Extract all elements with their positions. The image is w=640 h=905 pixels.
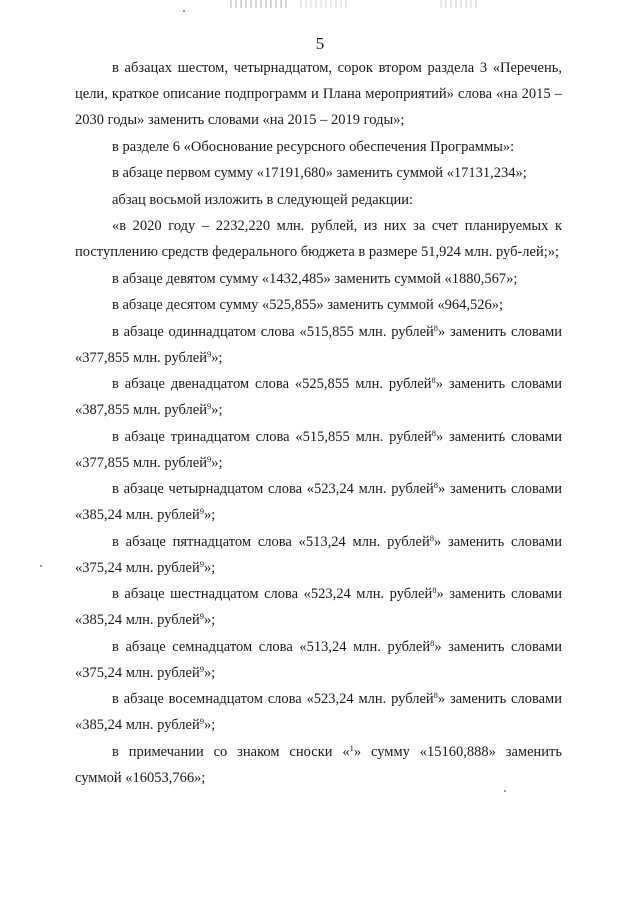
paragraph-text: »; — [211, 349, 223, 366]
paragraph — [75, 634, 562, 686]
paragraph-text: в абзаце пятнадцатом слова «513,24 млн. рублей — [112, 533, 430, 550]
paragraph — [75, 292, 562, 318]
paragraph — [75, 476, 562, 528]
paragraph — [75, 371, 562, 423]
footnote-mark: 8 — [429, 532, 434, 543]
footnote-mark: 8 — [433, 690, 438, 700]
document-body — [75, 55, 562, 791]
paragraph — [75, 213, 562, 265]
paragraph — [75, 686, 562, 738]
paragraph-text: в абзаце одиннадцатом слова «515,855 млн. рублей — [112, 323, 434, 340]
scan-artifact — [230, 0, 290, 8]
paragraph-text: в абзаце тринадцатом слова «515,855 млн. рублей — [112, 428, 432, 445]
paragraph-text: »; — [204, 664, 216, 681]
footnote-mark: 8 — [431, 427, 436, 438]
footnote-mark: 9 — [199, 663, 204, 674]
paragraph-text: » заменить словами «387,855 млн. рублей — [75, 376, 562, 418]
paragraph-text: в абзаце десятом сумму «525,855» заменить суммой «964,526»; — [112, 297, 504, 313]
paragraph-text: »; — [204, 612, 216, 628]
paragraph-text: »; — [204, 717, 216, 733]
paragraph — [75, 134, 562, 160]
paragraph-text: в примечании со знаком сноски « — [112, 743, 350, 760]
scan-speck — [183, 10, 185, 12]
paragraph-text: »; — [211, 454, 223, 471]
paragraph-text: »; — [204, 507, 216, 523]
footnote-mark: 9 — [199, 716, 204, 726]
footnote-mark: 8 — [433, 480, 439, 490]
footnote-mark: 1 — [349, 742, 354, 753]
footnote-mark: 9 — [207, 401, 212, 411]
scan-artifact — [300, 0, 350, 8]
paragraph-text: в разделе 6 «Обоснование ресурсного обеспечения Программы»: — [112, 138, 515, 155]
footnote-mark: 8 — [430, 637, 435, 648]
paragraph — [75, 160, 562, 186]
paragraph — [75, 424, 562, 476]
footnote-mark: 9 — [207, 348, 212, 359]
paragraph-text: в абзаце четырнадцатом слова «523,24 млн. рублей — [112, 481, 434, 497]
paragraph-text: » заменить словами «377,855 млн. рублей — [75, 323, 563, 366]
footnote-mark: 9 — [199, 506, 204, 516]
footnote-mark: 8 — [432, 585, 437, 595]
paragraph-text: абзац восьмой изложить в следующей редакции: — [112, 191, 414, 208]
paragraph — [75, 739, 562, 791]
paragraph-text: в абзаце девятом сумму «1432,485» заменить суммой «1880,567»; — [112, 270, 518, 287]
scan-speck — [40, 565, 42, 567]
paragraph-text: в абзаце шестнадцатом слова «523,24 млн. рублей — [112, 586, 433, 602]
page-number: 5 — [315, 34, 325, 53]
paragraph-text: в абзаце семнадцатом слова «513,24 млн. рублей — [112, 638, 431, 655]
paragraph-text: » сумму «15160,888» заменить суммой «16053,766»; — [75, 743, 562, 786]
footnote-mark: 9 — [207, 453, 212, 464]
paragraph-text: » заменить словами «385,24 млн. рублей — [75, 481, 562, 523]
paragraph — [75, 529, 562, 581]
paragraph-text: в абзацах шестом, четырнадцатом, сорок втором раздела 3 «Перечень, цели, краткое описание подпрограмм и Плана мероприятий» слова «на 2015 – 2030 годы» заменить словами «на 2015 – 2019 годы»; — [75, 60, 562, 128]
paragraph-text: «в 2020 году – 2232,220 млн. рублей, из них за счет планируемых к поступлению средств федерального бюджета в размере 51,924 млн. руб-лей;»; — [75, 218, 562, 260]
paragraph-text: »; — [211, 402, 223, 418]
paragraph — [75, 581, 562, 633]
paragraph-text: » заменить словами «385,24 млн. рублей — [75, 691, 562, 733]
paragraph — [75, 266, 562, 292]
paragraph-text: в абзаце двенадцатом слова «525,855 млн. рублей — [112, 376, 432, 392]
paragraph-text: в абзаце первом сумму «17191,680» заменить суммой «17131,234»; — [112, 165, 527, 181]
paragraph-text: » заменить словами «375,24 млн. рублей — [75, 533, 562, 576]
footnote-mark: 8 — [433, 322, 439, 333]
paragraph-text: в абзаце восемнадцатом слова «523,24 млн. рублей — [112, 691, 434, 707]
paragraph-text: »; — [204, 559, 216, 576]
paragraph — [75, 55, 562, 133]
footnote-mark: 9 — [199, 558, 204, 569]
paragraph — [75, 319, 562, 371]
paragraph-text: » заменить словами «377,855 млн. рублей — [75, 428, 562, 471]
paragraph — [75, 187, 562, 213]
footnote-mark: 8 — [431, 375, 436, 385]
footnote-mark: 9 — [199, 611, 204, 621]
scan-artifact — [440, 0, 480, 8]
paragraph-text: » заменить словами «385,24 млн. рублей — [75, 586, 562, 628]
paragraph-text: » заменить словами «375,24 млн. рублей — [75, 638, 562, 681]
